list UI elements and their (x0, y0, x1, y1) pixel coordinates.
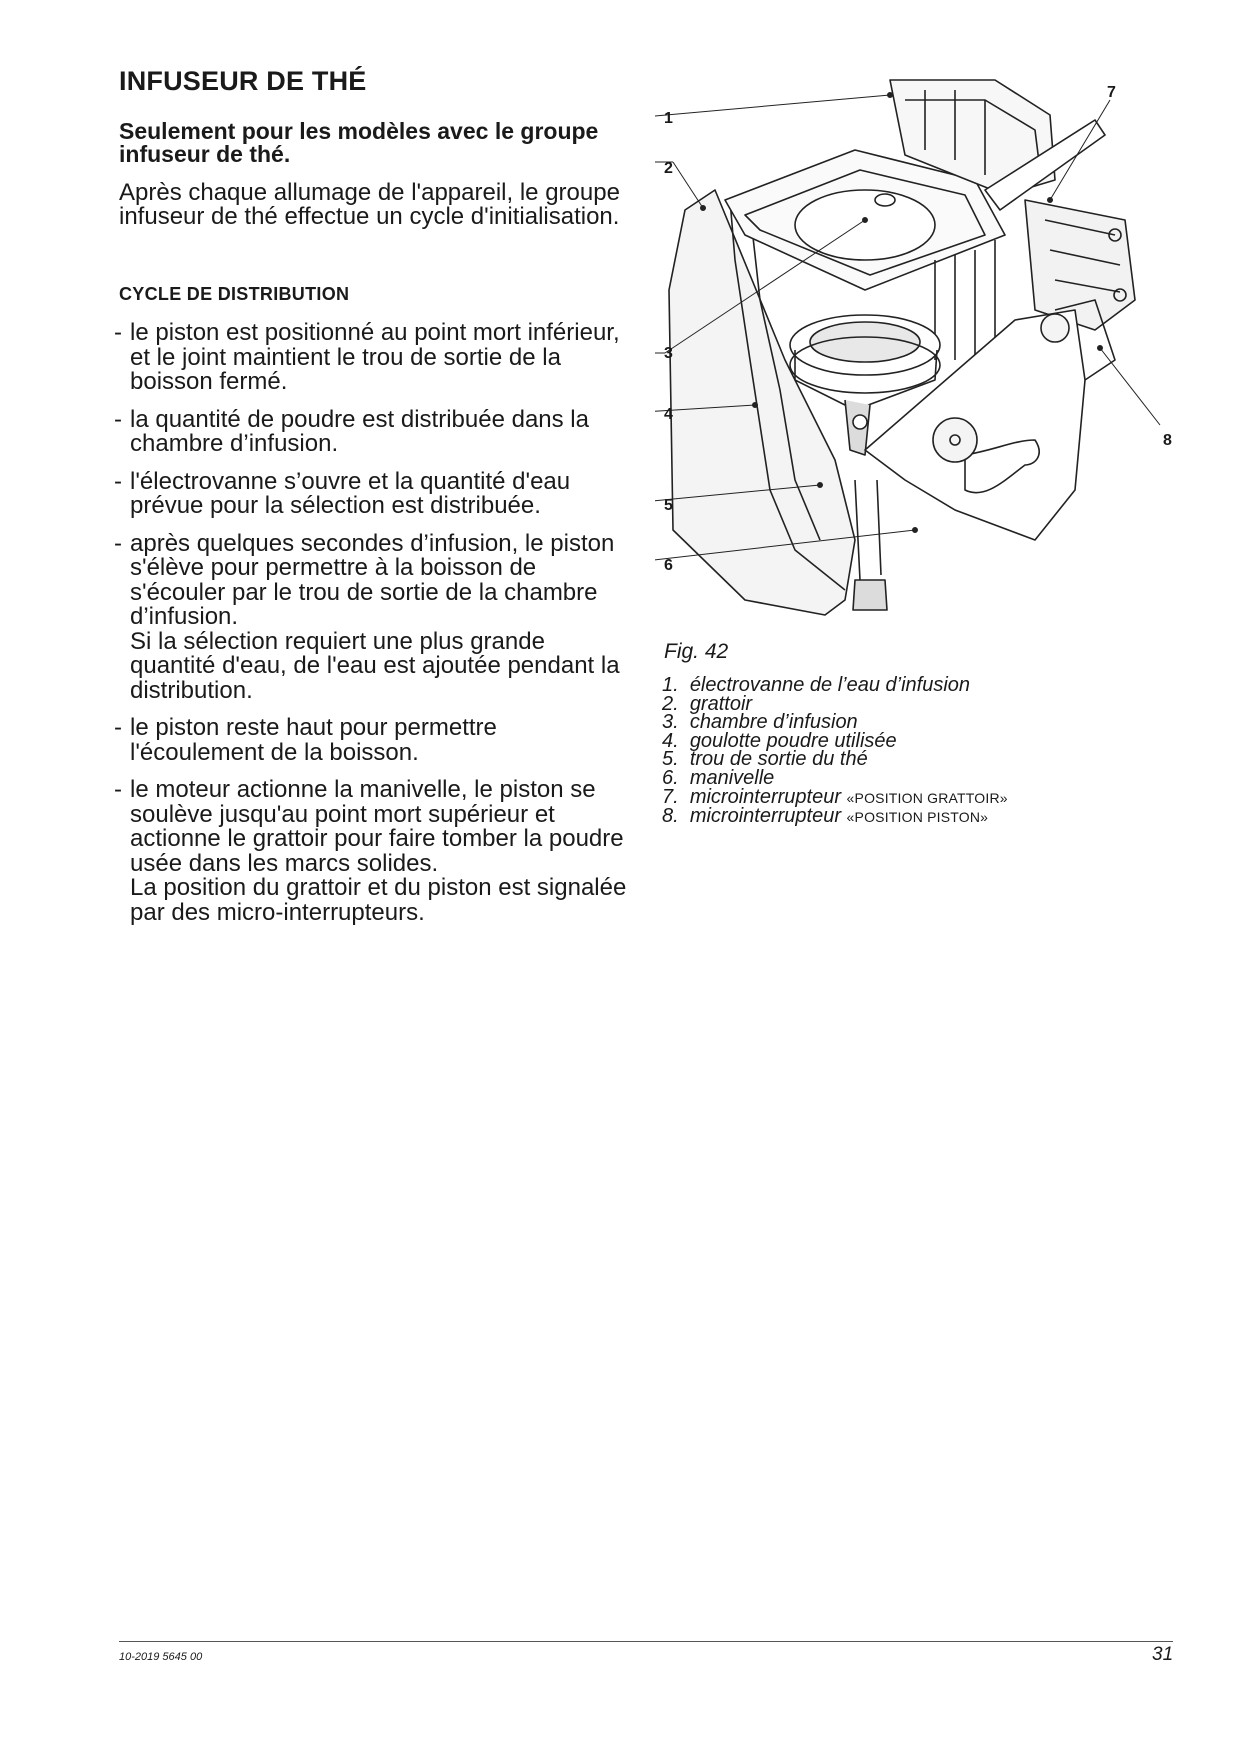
page-title: INFUSEUR DE THÉ (119, 66, 367, 96)
footer-divider (119, 1641, 1173, 1642)
callout-1: 1 (664, 110, 673, 127)
legend-item: 8. microinterrupteur «POSITION PISTON» (662, 805, 989, 828)
legend-item: 7. microinterrupteur «POSITION GRATTOIR» (662, 785, 1008, 808)
step-text: l'électrovanne s’ouvre et la quantité d'eau prévue pour la sélection est distribuée. (130, 467, 571, 519)
callout-5: 5 (664, 497, 673, 514)
step-text: le moteur actionne la manivelle, le piston se soulève jusqu'au point mort supérieur et actionne le grattoir pour faire tomber la poudre usée dans les marcs solides. (130, 776, 624, 877)
steps-list (114, 321, 634, 938)
section-heading: CYCLE DE DISTRIBUTION (119, 284, 350, 304)
subtitle: Seulement pour les modèles avec le groupe infuseur de thé. (119, 118, 599, 167)
figure-legend (662, 676, 1008, 827)
callout-8: 8 (1163, 432, 1172, 449)
step-text: la quantité de poudre est distribuée dans la chambre d’infusion. (130, 405, 589, 457)
step-text: le piston reste haut pour permettre l'écoulement de la boisson. (130, 714, 497, 766)
legend-item: 1. électrovanne de l’eau d’infusion (662, 674, 971, 696)
callout-6: 6 (664, 557, 673, 574)
step-extra-text: Si la sélection requiert une plus grande quantité d'eau, de l'eau est ajoutée pendant la distribution. (130, 627, 620, 704)
callout-4: 4 (664, 406, 673, 423)
legend-item: 2. grattoir (662, 692, 753, 715)
list-item: - après quelques secondes d’infusion, le piston s'élève pour permettre à la boisson de s'écouler par le trou de sortie de la chambre d’infusion. Si la sélection requiert une plus grande quantité d'eau, de l'eau est ajoutée pendant la distribution. (114, 529, 620, 704)
intro-paragraph: Après chaque allumage de l'appareil, le groupe infuseur de thé effectue un cycle d'initialisation. (119, 179, 620, 230)
legend-item: 5. trou de sortie du thé (662, 748, 868, 771)
list-item: - le moteur actionne la manivelle, le piston se soulève jusqu'au point mort supérieur et actionne le grattoir pour faire tomber la poudre usée dans les marcs solides. La position du grattoir et du piston est signalée par des micro-interrupteurs. (114, 776, 627, 926)
callout-3: 3 (664, 345, 673, 362)
legend-item: 3. chambre d’infusion (662, 711, 858, 734)
callout-7: 7 (1107, 84, 1116, 101)
step-extra-text: La position du grattoir et du piston est signalée par des micro-interrupteurs. (130, 874, 627, 926)
step-text: après quelques secondes d’infusion, le piston s'élève pour permettre à la boisson de s'écouler par le trou de sortie de la chambre d’infusion. (130, 529, 615, 630)
list-item: - l'électrovanne s’ouvre et la quantité d'eau prévue pour la sélection est distribuée. (114, 467, 571, 519)
tea-infuser-illustration (655, 60, 1195, 650)
list-item: - la quantité de poudre est distribuée dans la chambre d’infusion. (114, 405, 589, 457)
legend-item: 6. manivelle (662, 766, 775, 789)
document-code: 10-2019 5645 00 (119, 1651, 203, 1663)
figure-caption: Fig. 42 (664, 640, 729, 663)
callout-2: 2 (664, 160, 673, 177)
page-number: 31 (1152, 1644, 1174, 1665)
legend-item: 4. goulotte poudre utilisée (662, 729, 897, 752)
list-item: - le piston est positionné au point mort inférieur, et le joint maintient le trou de sortie de la boisson fermé. (114, 319, 620, 395)
step-text: le piston est positionné au point mort inférieur, et le joint maintient le trou de sortie de la boisson fermé. (130, 319, 620, 395)
list-item: - le piston reste haut pour permettre l'écoulement de la boisson. (114, 714, 497, 766)
